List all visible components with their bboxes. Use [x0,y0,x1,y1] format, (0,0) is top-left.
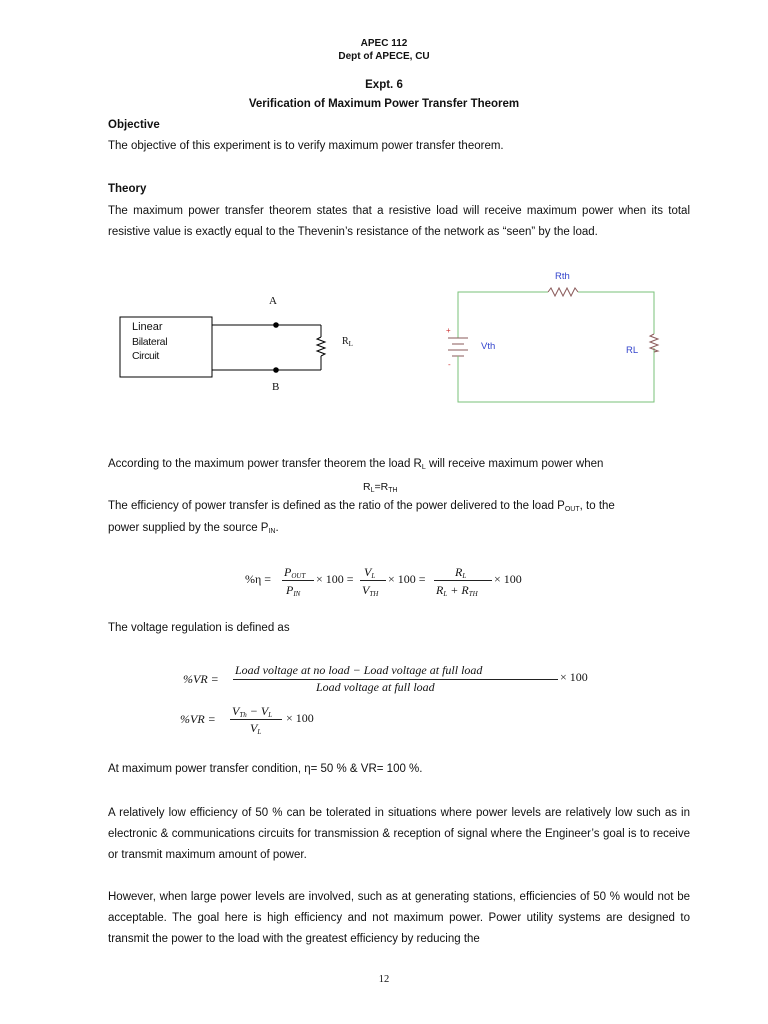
eff-pin: $P_{IN}$ [286,583,301,598]
theory-heading: Theory [108,183,147,195]
eff-lhs: %η = [245,572,272,586]
rth-label: Rth [555,271,570,282]
vr-times100: × 100 [560,670,588,684]
eff-times100-1: × 100 = [316,572,354,586]
load-label: $R_L$ [342,336,353,348]
max-condition-statement: At maximum power transfer condition, η= 50 % & VR= 100 %. [108,763,423,775]
rl-resistor [650,334,658,352]
vr2-lhs: %VR = [180,712,216,726]
box-label-circuit: Circuit [132,350,159,362]
vr-numerator: Load voltage at no load − Load voltage at full load [235,663,483,677]
minus-sign: - [448,360,451,369]
load-resistor [317,337,325,356]
thevenin-wire-right [578,292,654,334]
vr2-numerator: $V_{Th} - V_L$ [232,704,273,719]
paragraph-high-power: However, when large power levels are involved, such as at generating stations, efficiencies of 50 % would not be acceptable. The goal here is high efficiency and not maximum power. Power utility systems are designed to transmit the power to the load with the greatest efficiency by reducing the [108,891,690,945]
thevenin-wire-bottom [458,348,654,402]
eff-rl: $R_L$ [455,565,467,580]
eff-vl: $V_L$ [364,565,376,580]
condition-equation: $R_L=R_{TH}$ [363,481,398,494]
rl-label: RL [626,345,639,356]
node-b-label: B [272,381,280,393]
vr2-times100: × 100 [286,711,314,725]
vr-denominator: Load voltage at full load [316,680,435,694]
box-label-linear: Linear [132,321,163,333]
experiment-number: Expt. 6 [365,79,403,91]
regulation-intro: The voltage regulation is defined as [108,622,290,634]
efficiency-line-2: power supplied by the source $P_{IN}$. [108,522,279,535]
efficiency-line-1: The efficiency of power transfer is defined as the ratio of the power delivered to the load $P_{OUT}$, to the [108,500,615,513]
course-code: APEC 112 [360,38,408,49]
objective-heading: Objective [108,119,160,131]
node-b-dot [273,367,279,373]
node-a-label: A [269,295,277,307]
eff-times100-2: × 100 = [388,572,426,586]
theory-text: The maximum power transfer theorem states that a resistive load will receive maximum power when its total resistive value is exactly equal to the Thevenin’s resistance of the network as “seen” by the load. [108,205,690,238]
plus-sign: + [446,326,451,335]
objective-text: The objective of this experiment is to verify maximum power transfer theorem. [108,140,504,152]
vr-lhs: %VR = [183,672,219,686]
condition-text: According to the maximum power transfer theorem the load $R_L$ will receive maximum power when [108,458,604,471]
paragraph-low-efficiency: A relatively low efficiency of 50 % can be tolerated in situations where power levels are relatively low such as in electronic & communications circuits for transmission & reception of signal where the Engineer’s goal is to receive or transmit maximum amount of power. [108,807,690,861]
eff-pout: $P_{OUT}$ [284,565,306,580]
page-number: 12 [378,974,390,985]
vr2-denominator: $V_L$ [250,721,262,736]
experiment-title: Verification of Maximum Power Transfer Theorem [248,98,520,110]
vth-label: Vth [481,341,496,352]
rth-resistor [548,288,578,296]
eff-vth: $V_{TH}$ [362,583,379,598]
box-label-bilateral: Bilateral [132,336,168,348]
thevenin-wire-left-top [458,292,548,338]
department: Dept of APECE, CU [338,51,430,62]
eff-den: $R_L + R_{TH}$ [436,583,478,598]
eff-times100-3: × 100 [494,572,522,586]
node-a-dot [273,322,279,328]
